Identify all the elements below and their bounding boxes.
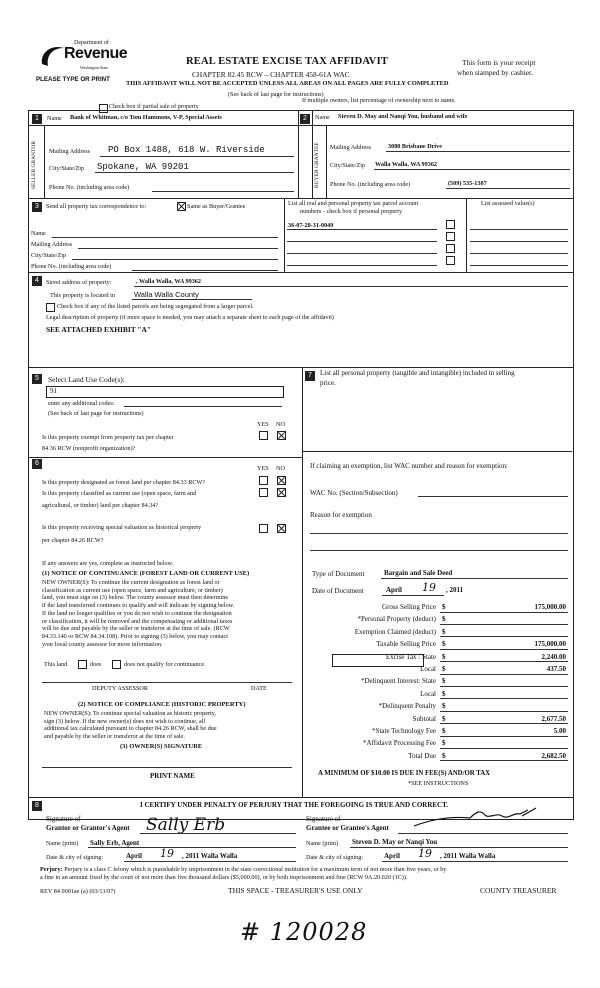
street-address: , Walla Walla, WA 99362 <box>136 278 201 285</box>
notice2-line: sign (3) below. If the new owner(s) does not wish to continue, all <box>44 717 206 725</box>
doc-date-day: 19 <box>422 581 436 594</box>
perjury-label: Perjury: <box>40 866 63 873</box>
multiple-owners-note: If multiple owners, list percentage of ownership next to name. <box>302 97 456 104</box>
parcel-number: 36-07-28-31-0049 <box>288 222 334 229</box>
buyer-mail: 3080 Brisbane Drive <box>388 143 442 150</box>
current-use-q-1: Is this property classified as current use (open space, farm and <box>42 490 197 497</box>
tax-row-value: 5.00 <box>553 727 566 735</box>
see-instructions: *SEE INSTRUCTIONS <box>408 780 469 787</box>
doc-date-year: , 2011 <box>446 586 464 594</box>
perjury-text-2: a fine in an amount fixed by the court of not more than five thousand dollars ($5,000.00), or by both imprisonment and fine (RCW 9A.20.020 (1C)). <box>40 874 408 881</box>
grantor-signature: Sally Erb <box>146 815 226 835</box>
tax-row-label: Local <box>420 689 436 698</box>
buyer-phone: (509) 535-1307 <box>448 180 487 187</box>
located-county: Walla Walla County <box>134 290 199 299</box>
notice1-line: If the land no longer qualifies or you do not wish to continue the designation <box>42 609 232 617</box>
s6-no-header: NO <box>276 465 285 472</box>
form-warning: THIS AFFIDAVIT WILL NOT BE ACCEPTED UNLESS ALL AREAS ON ALL PAGES ARE FULLY COMPLETED <box>126 80 449 87</box>
tax-row-underline <box>440 748 568 749</box>
tax-row-label: *State Technology Fee <box>372 727 436 735</box>
buyer-city-label: City/State/Zip <box>330 162 366 169</box>
logo-top: Department of <box>74 40 109 46</box>
tax-row-label: *Personal Property (deduct) <box>357 615 436 624</box>
section-7-number: 7 <box>305 371 315 381</box>
does-not-label: does not qualify for continuance. <box>124 661 206 668</box>
minimum-due-note: A MINIMUM OF $10.00 IS DUE IN FEE(S) AND/OR TAX <box>318 770 491 777</box>
perjury-text-1: Perjury is a class C felony which is punishable by imprisonment in the state correctional institution for a maximum term of not more than five years, or by <box>64 866 447 873</box>
section-4-number: 4 <box>32 276 42 286</box>
land-use-code: 91 <box>50 387 57 395</box>
forest-no-checkbox[interactable] <box>277 476 286 485</box>
grantee-name: Steven D. May or Nanqi You <box>352 838 438 846</box>
tax-row-currency: $ <box>442 627 446 636</box>
treasurer-only: THIS SPACE - TREASURER'S USE ONLY <box>228 886 363 895</box>
notice1-line: or classification, it will be removed and the compensating or additional taxes <box>42 617 233 625</box>
parcel-3-personal-checkbox[interactable] <box>446 244 455 253</box>
tax-row-underline <box>440 612 568 613</box>
tax-row-label: *Delinquent Interest: State <box>360 677 436 686</box>
tax-row-underline <box>440 760 568 761</box>
tax-row-label: Total Due <box>408 751 436 760</box>
section-1-number: 1 <box>32 114 42 124</box>
grantor-date-label: Date & city of signing: <box>46 854 104 861</box>
tax-name-label: Name <box>31 230 46 237</box>
s6-yes-header: YES <box>257 465 269 472</box>
notice1-line: if the land transferred continues to qualify and will indicate by signing below. <box>42 602 235 610</box>
section-8-number: 8 <box>32 801 42 811</box>
s5-yes-header: YES <box>257 421 269 428</box>
seller-city-label: City/State/Zip <box>49 165 85 172</box>
parcel-4-personal-checkbox[interactable] <box>446 256 455 265</box>
tax-row-currency: $ <box>442 615 446 624</box>
exempt-q1: Is this property exempt from property tax per chapter <box>42 434 174 441</box>
legal-description-label: Legal description of property (if more space is needed, you may attach a separate sheet to each page of the affidavit) <box>46 314 334 321</box>
tax-row-value: 2,240.00 <box>541 652 566 661</box>
tax-row-currency: $ <box>442 603 446 611</box>
tax-row-label: *Affidavit Processing Fee <box>363 739 436 748</box>
buyer-name: Steven D. May and Nanqi You, husband and wife <box>338 113 468 120</box>
personal-property-label-2: price. <box>320 379 336 387</box>
parcel-2-personal-checkbox[interactable] <box>446 232 455 241</box>
doc-date-month: April <box>386 586 402 594</box>
tax-row-currency: $ <box>442 665 446 673</box>
tax-row-label: Excise Tax : State <box>385 652 436 661</box>
grantor-name-label: Name (print) <box>46 840 79 847</box>
tax-row-underline <box>440 736 568 737</box>
does-label: does <box>90 661 102 668</box>
current-use-q-2: agricultural, or timber) land per chapter 84.34? <box>42 502 159 509</box>
assessor-date-label: DATE <box>251 685 267 692</box>
tax-row-value: 2,677.50 <box>541 714 566 723</box>
tax-row-underline <box>440 624 568 625</box>
print-name-label: PRINT NAME <box>150 772 195 780</box>
grantor-name: Sally Erb, Agent <box>90 839 140 847</box>
tax-row-underline <box>440 686 568 687</box>
tax-mail-label: Mailing Address <box>31 241 73 248</box>
notice2-line: and payable by the seller or transferor at the time of sale. <box>44 733 185 741</box>
tax-phone-label: Phone No. (including area code) <box>31 263 112 270</box>
parcel-header-2: numbers - check box if personal property <box>300 208 403 215</box>
doc-date-label: Date of Document <box>312 587 364 595</box>
buyer-name-label: Name <box>315 114 330 121</box>
tax-row-label: Local <box>420 665 436 673</box>
wac-label: WAC No. (Section/Subsection) <box>310 489 398 497</box>
same-as-buyer-label: Same as Buyer/Grantee <box>187 203 246 210</box>
land-use-label: Select Land Use Code(s): <box>48 375 125 384</box>
parcel-1-personal-checkbox[interactable] <box>446 220 455 229</box>
historic-q-2: per chapter 84.26 RCW? <box>42 537 104 544</box>
notice1-line: 84.33.140 or RCW 84.34.108). Prior to signing (3) below, you may contact <box>42 632 228 640</box>
grantee-signature <box>410 806 540 832</box>
seller-mail: PO Box 1488, 618 W. Riverside <box>108 145 265 155</box>
tax-row-currency: $ <box>442 727 446 735</box>
segregated-label: Check box if any of the listed parcels are being segregated from a larger parcel. <box>57 303 254 310</box>
grantee-name-label: Name (print) <box>306 840 339 847</box>
located-label: This property is located in <box>50 292 115 299</box>
buyer-mail-label: Mailing Address <box>330 144 372 151</box>
deputy-assessor-label: DEPUTY ASSESSOR <box>92 685 148 692</box>
receipt-note-1: This form is your receipt <box>462 58 536 67</box>
section-6-number: 6 <box>32 459 42 469</box>
tax-row-value: 2,682.50 <box>541 751 566 760</box>
tax-row-value: 175,000.00 <box>534 603 566 611</box>
tax-row-currency: $ <box>442 652 446 661</box>
qualify-does-not-checkbox[interactable] <box>112 660 121 669</box>
see-back: (See back of last page for instructions) <box>228 91 324 98</box>
certify-statement: I CERTIFY UNDER PENALTY OF PERJURY THAT THE FOREGOING IS TRUE AND CORRECT. <box>140 801 449 809</box>
type-or-print: PLEASE TYPE OR PRINT <box>36 76 110 83</box>
seller-city: Spokane, WA 99201 <box>97 162 189 172</box>
grantor-sig-label-2: Grantor or Grantor's Agent <box>46 824 130 832</box>
tax-row-currency: $ <box>442 751 446 760</box>
grantor-date-rest: , 2011 Walla Walla <box>182 852 238 860</box>
receipt-note-2: when stamped by cashier. <box>457 68 533 77</box>
doc-type: Bargain and Sale Deed <box>384 569 453 577</box>
seller-mail-label: Mailing Address <box>49 148 91 155</box>
notice2-line: NEW OWNER(S): To continue special valuation as historic property, <box>44 710 216 717</box>
exempt-yes-checkbox[interactable] <box>259 431 268 440</box>
notice1-line: NEW OWNER(S): To continue the current designation as forest land or <box>42 579 220 586</box>
grantee-date-month: April <box>384 852 400 860</box>
tax-row-currency: $ <box>442 739 446 748</box>
exemption-label: If claiming an exemption, list WAC number and reason for exemption: <box>310 462 508 470</box>
exempt-q2: 84.36 RCW (nonprofit organization)? <box>42 445 136 452</box>
notice2-title: (2) NOTICE OF COMPLIANCE (HISTORIC PROPERTY) <box>78 701 246 708</box>
grantor-sig-label-1: Signature of <box>46 815 81 823</box>
partial-sale-label: Check box if partial sale of property <box>109 103 199 110</box>
notice1-line: classification as current use (open space, farm and agriculture, or timber) <box>42 586 223 594</box>
notice1-line: your local county assessor for more information. <box>42 640 163 648</box>
grantee-sig-label-1: Signature of <box>306 815 341 823</box>
section-2-number: 2 <box>300 114 310 124</box>
seller-name: Bank of Whitman, c/o Tom Hammons, V-P, Special Assets <box>70 114 222 121</box>
notice1-line: land, you must sign on (3) below. The county assessor must then determine <box>42 594 229 602</box>
tax-row-currency: $ <box>442 702 446 711</box>
grantor-date-day: 19 <box>160 847 174 860</box>
historic-yes-checkbox[interactable] <box>259 524 268 533</box>
form-number: REV 84 0001ae (a) (03/13/07) <box>40 888 116 895</box>
dor-logo <box>36 40 126 74</box>
forest-yes-checkbox[interactable] <box>259 476 268 485</box>
tax-row-underline <box>440 723 568 724</box>
tax-row-value: 175,000.00 <box>534 640 566 649</box>
handwritten-number: # 120028 <box>240 918 368 946</box>
tax-row-underline <box>440 649 568 650</box>
tax-row-currency: $ <box>442 677 446 686</box>
buyer-phone-label: Phone No. (including area code) <box>330 181 411 188</box>
current-use-no-checkbox[interactable] <box>277 488 286 497</box>
logo-main: Revenue <box>64 45 128 62</box>
grantor-date-month: April <box>126 852 142 860</box>
tax-row-currency: $ <box>442 640 446 649</box>
form-title: REAL ESTATE EXCISE TAX AFFIDAVIT <box>186 56 389 67</box>
this-land-label: This land <box>44 661 68 668</box>
notice1-body <box>42 579 300 648</box>
historic-q-1: Is this property receiving special valuation as historical property <box>42 524 202 531</box>
tax-row-underline <box>440 661 568 662</box>
tax-row-label: Exemption Claimed (deduct) <box>354 627 436 636</box>
assessed-header: List assessed value(s) <box>481 200 535 207</box>
qualify-does-checkbox[interactable] <box>78 660 87 669</box>
tax-row-currency: $ <box>442 714 446 723</box>
send-correspondence-label: Send all property tax correspondence to: <box>46 203 147 210</box>
seller-phone-label: Phone No. (including area code) <box>49 184 130 191</box>
buyer-side-label: BUYER GRANTEE <box>314 142 320 188</box>
street-label: Street address of property: <box>46 279 112 286</box>
grantee-date-label: Date & city of signing: <box>306 854 364 861</box>
tax-row-label: Subtotal <box>412 714 436 723</box>
owner-signature-label: (3) OWNER(S) SIGNATURE <box>120 743 203 750</box>
same-as-buyer-checkbox[interactable] <box>177 202 186 211</box>
tax-row-label: Taxable Selling Price <box>376 640 436 649</box>
form-chapter: CHAPTER 82.45 RCW – CHAPTER 458-61A WAC <box>192 70 350 79</box>
legal-description: SEE ATTACHED EXHIBIT "A" <box>46 325 151 334</box>
if-yes-note: If any answers are yes, complete as instructed below. <box>42 560 174 567</box>
s5-no-header: NO <box>276 421 285 428</box>
tax-row-value: 437.50 <box>546 665 566 673</box>
tax-row-underline <box>440 674 568 675</box>
tax-row-underline <box>440 698 568 699</box>
current-use-yes-checkbox[interactable] <box>259 488 268 497</box>
notice1-line: will be due and payable by the seller or transferor at the time of sale. (RCW <box>42 625 230 633</box>
grantee-date-day: 19 <box>418 847 432 860</box>
historic-no-checkbox[interactable] <box>277 524 286 533</box>
tax-row-underline <box>440 636 568 637</box>
local-code-box[interactable] <box>332 654 424 667</box>
section-5-number: 5 <box>32 374 42 384</box>
tax-row-currency: $ <box>442 689 446 698</box>
segregated-checkbox[interactable] <box>46 303 55 312</box>
seller-side-label: SELLER GRANTOR <box>31 140 37 190</box>
seller-name-label: Name <box>47 115 62 122</box>
additional-codes-label: enter any additional codes: <box>48 400 115 407</box>
personal-property-label-1: List all personal property (tangible and intangible) included in selling <box>320 369 515 377</box>
grantee-date-rest: , 2011 Walla Walla <box>440 852 496 860</box>
tax-row-underline <box>440 711 568 712</box>
notice2-line: additional tax calculated pursuant to chapter 84.26 RCW, shall be due <box>44 725 217 733</box>
exempt-no-checkbox[interactable] <box>277 431 286 440</box>
parcel-header-1: List all real and personal property tax parcel account <box>288 200 419 207</box>
doc-type-label: Type of Document <box>312 570 365 578</box>
tax-city-label: City/State/Zip <box>31 252 67 259</box>
land-use-box[interactable] <box>46 386 284 398</box>
notice1-title: (1) NOTICE OF CONTINUANCE (FOREST LAND OR CURRENT USE) <box>42 570 250 577</box>
notice2-body <box>44 710 300 741</box>
county-treasurer: COUNTY TREASURER <box>480 886 557 895</box>
section-3-number: 3 <box>32 202 42 212</box>
forest-q: Is this property designated as forest land per chapter 84.33 RCW? <box>42 479 206 486</box>
perjury-notice <box>40 866 576 882</box>
section5-see-back: (See back of last page for instructions) <box>48 410 144 417</box>
grantee-sig-label-2: Grantee or Grantee's Agent <box>306 824 389 832</box>
tax-row-label: Gross Selling Price <box>381 603 436 611</box>
logo-sub: Washington State <box>80 65 109 70</box>
buyer-city: Walla Walla, WA 99362 <box>375 161 438 168</box>
tax-row-label: *Delinquent Penalty <box>378 702 436 711</box>
reason-label: Reason for exemption <box>310 511 372 519</box>
